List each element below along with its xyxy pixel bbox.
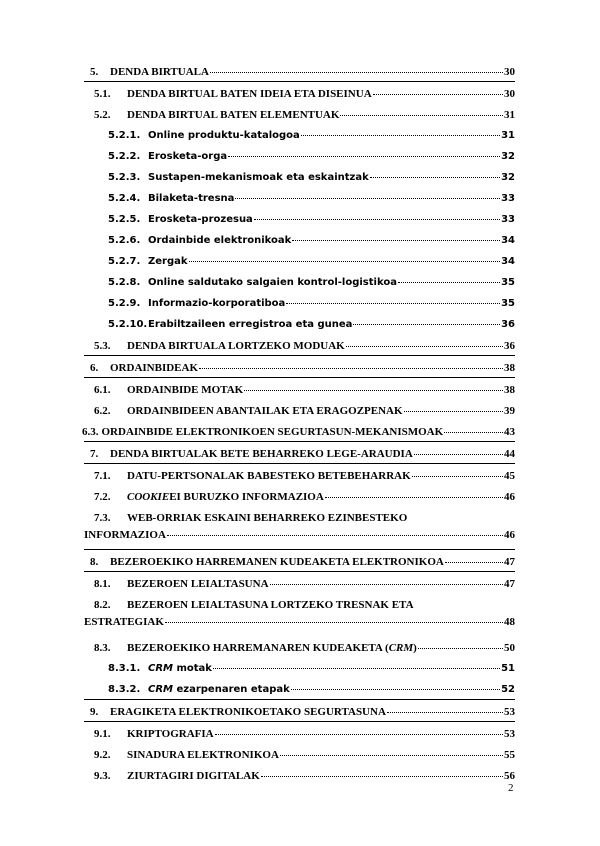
leader-dots [353, 324, 500, 325]
toc-entry[interactable]: 5.3. DENDA BIRTUALA LORTZEKO MODUAK 36 [84, 334, 515, 356]
leader-dots [167, 535, 503, 536]
toc-entry[interactable]: 5.2.1. Online produktu-katalogoa 31 [108, 130, 515, 141]
toc-entry[interactable]: 8.2. BEZEROEN LEIALTASUNA LORTZEKO TRESNAK ETA ESTRATEGIAK 48 [84, 599, 515, 628]
leader-dots [210, 72, 503, 73]
toc-entry[interactable]: 7.1. DATU-PERTSONALAK BABESTEKO BETEBEHARRAK 45 [94, 470, 515, 482]
toc-entry[interactable]: 5.2.5. Erosketa-prozesua 33 [108, 214, 515, 225]
toc-entry[interactable]: 5.1. DENDA BIRTUAL BATEN IDEIA ETA DISEINUA 30 [94, 88, 515, 100]
toc-entry[interactable]: 8. BEZEROEKIKO HARREMANEN KUDEAKETA ELEKTRONIKOA 47 [84, 550, 515, 572]
leader-dots [398, 282, 500, 283]
toc-entry[interactable]: 6. ORDAINBIDEAK 38 [84, 356, 515, 378]
leader-dots [346, 346, 503, 347]
toc-entry[interactable]: 5.2.10. Erabiltzaileen erregistroa eta gunea 36 [108, 319, 515, 330]
leader-dots [235, 198, 500, 199]
leader-dots [325, 497, 503, 498]
leader-dots [414, 454, 503, 455]
toc-entry[interactable]: 7.2. COOKIEEI BURUZKO INFORMAZIOA 46 [94, 491, 515, 503]
leader-dots [215, 734, 503, 735]
leader-dots [280, 755, 503, 756]
toc-entry[interactable]: 6.3. ORDAINBIDE ELEKTRONIKOEN SEGURTASUN-MEKANISMOAK 43 [84, 420, 515, 442]
leader-dots [418, 648, 503, 649]
toc-entry[interactable]: 9. ERAGIKETA ELEKTRONIKOETAKO SEGURTASUNA 53 [84, 700, 515, 722]
toc-entry[interactable]: 8.3.2. CRM ezarpenaren etapak 52 [84, 678, 515, 700]
toc-entry[interactable]: 7.3. WEB-ORRIAK ESKAINI BEHARREKO EZINBESTEKO INFORMAZIOA 46 [84, 506, 515, 550]
leader-dots [404, 411, 503, 412]
toc-entry[interactable]: 8.1. BEZEROEN LEIALTASUNA 47 [94, 578, 515, 590]
toc-entry[interactable]: 5.2.7. Zergak 34 [108, 256, 515, 267]
toc-entry[interactable]: 5.2.6. Ordainbide elektronikoak 34 [108, 235, 515, 246]
page-number: 2 [508, 782, 514, 794]
toc-entry[interactable]: 9.1. KRIPTOGRAFIA 53 [94, 728, 515, 740]
leader-dots [286, 303, 500, 304]
toc-entry[interactable]: 6.2. ORDAINBIDEEN ABANTAILAK ETA ERAGOZPENAK 39 [94, 405, 515, 417]
toc-entry[interactable]: 8.3. BEZEROEKIKO HARREMANAREN KUDEAKETA (CRM) 50 [94, 642, 515, 654]
leader-dots [373, 94, 503, 95]
toc-entry[interactable]: 5. DENDA BIRTUALA 30 [84, 60, 515, 82]
toc-entry[interactable]: 8.3.1. CRM motak 51 [108, 663, 515, 674]
leader-dots [370, 177, 500, 178]
leader-dots [199, 368, 503, 369]
leader-dots [340, 115, 503, 116]
leader-dots [412, 476, 503, 477]
leader-dots [292, 240, 500, 241]
toc-entry[interactable]: 5.2.4. Bilaketa-tresna 33 [108, 193, 515, 204]
leader-dots [165, 622, 503, 623]
toc-entry[interactable]: 6.1. ORDAINBIDE MOTAK 38 [94, 384, 515, 396]
leader-dots [387, 712, 503, 713]
toc-entry[interactable]: 5.2.3. Sustapen-mekanismoak eta eskaintzak 32 [108, 172, 515, 183]
table-of-contents [84, 60, 515, 785]
toc-entry[interactable]: 9.3. ZIURTAGIRI DIGITALAK 56 [94, 770, 515, 782]
leader-dots [270, 584, 503, 585]
leader-dots [228, 156, 500, 157]
leader-dots [444, 432, 503, 433]
leader-dots [244, 390, 503, 391]
leader-dots [189, 261, 501, 262]
toc-entry[interactable]: 5.2.2. Erosketa-orga 32 [108, 151, 515, 162]
leader-dots [254, 219, 500, 220]
leader-dots [213, 668, 500, 669]
leader-dots [301, 135, 500, 136]
leader-dots [291, 689, 500, 690]
leader-dots [445, 562, 503, 563]
toc-entry[interactable]: 5.2.8. Online saldutako salgaien kontrol-logistikoa 35 [108, 277, 515, 288]
toc-entry[interactable]: 5.2. DENDA BIRTUAL BATEN ELEMENTUAK 31 [94, 109, 515, 121]
toc-entry[interactable]: 9.2. SINADURA ELEKTRONIKOA 55 [94, 749, 515, 761]
toc-entry[interactable]: 7. DENDA BIRTUALAK BETE BEHARREKO LEGE-ARAUDIA 44 [84, 442, 515, 464]
leader-dots [261, 776, 503, 777]
toc-entry[interactable]: 5.2.9. Informazio-korporatiboa 35 [108, 298, 515, 309]
